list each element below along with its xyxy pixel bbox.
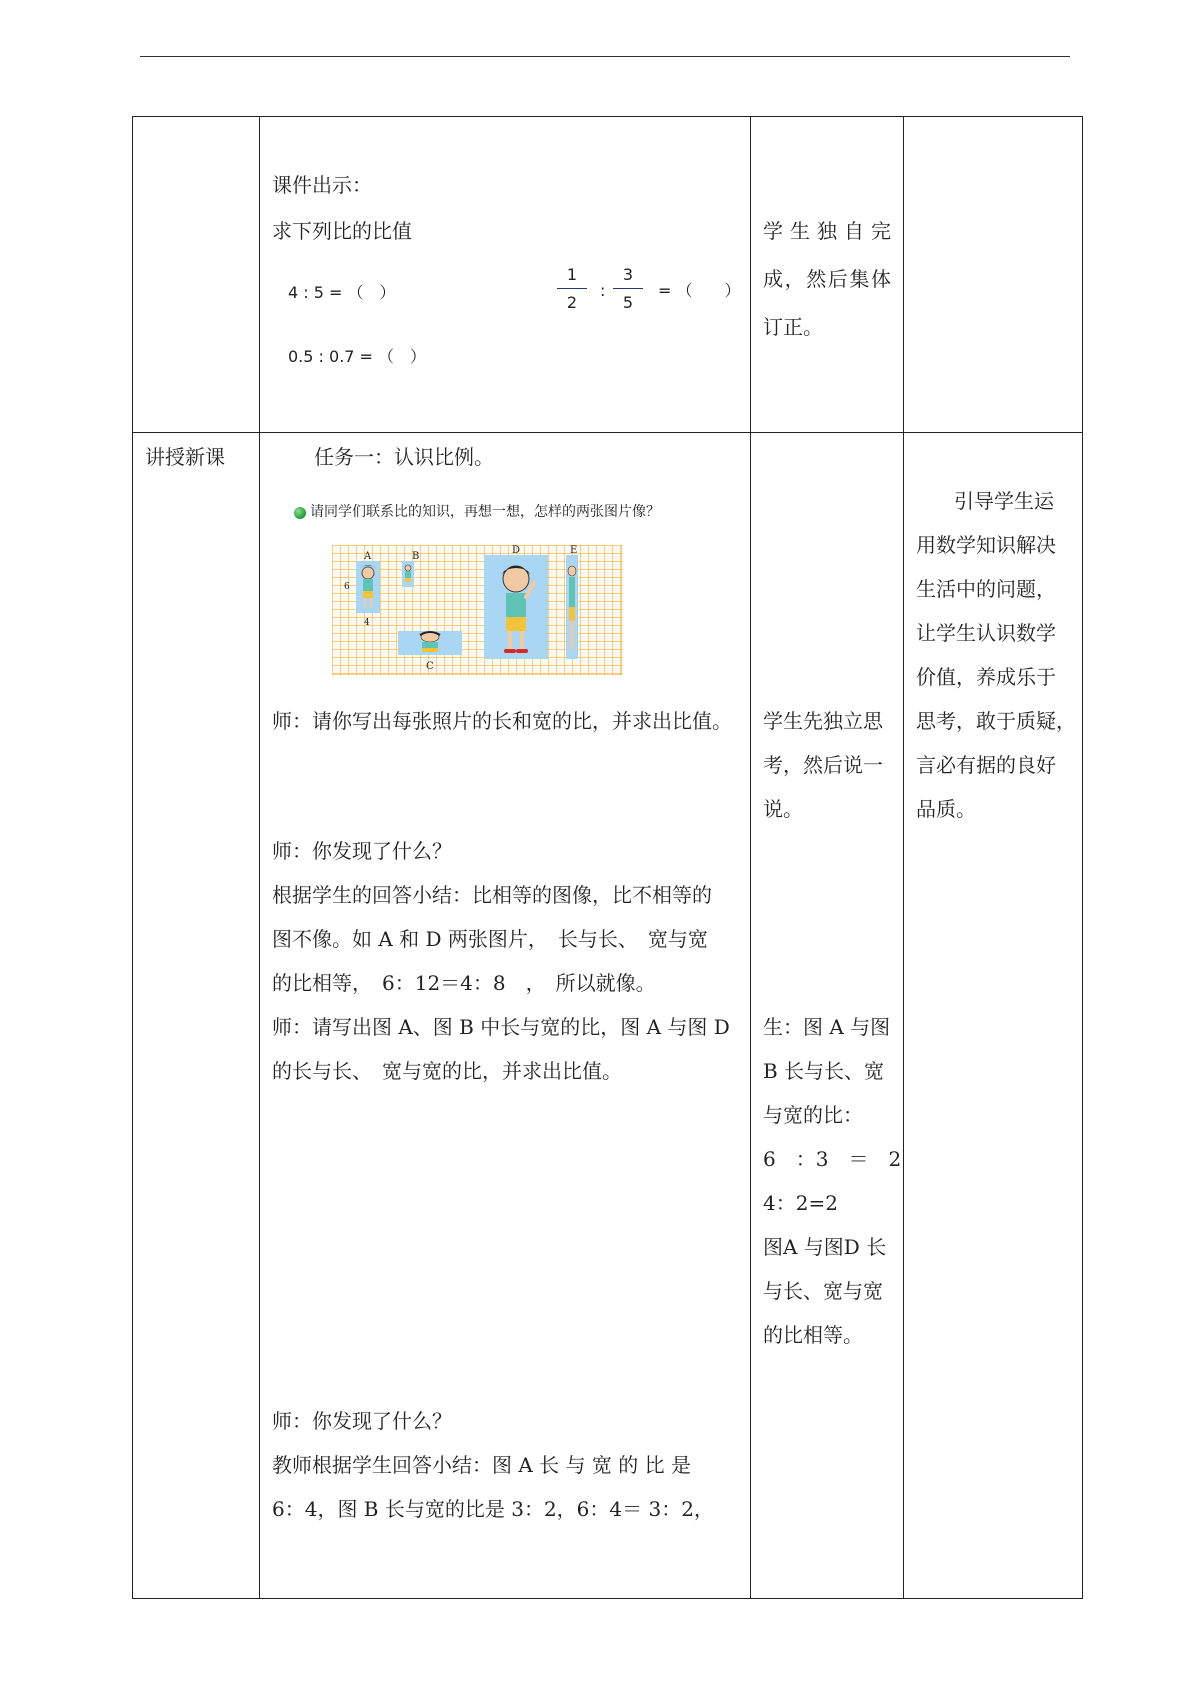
fraction-one-half xyxy=(557,265,587,313)
task-title: 任务一：认识比例。 xyxy=(314,445,494,469)
child-head-icon xyxy=(362,567,374,579)
child-shorts-icon xyxy=(422,648,438,652)
design-intent-line: 言必有据的良好 xyxy=(916,753,1056,777)
stage-cell xyxy=(133,117,260,433)
student-answer-line: 生：图 A 与图 xyxy=(763,1015,891,1039)
fraction-bar xyxy=(613,288,643,289)
teacher-question-discovery: 师：你发现了什么？ xyxy=(272,839,452,863)
ratio-question-2-tail: = （ ） xyxy=(658,281,741,300)
teacher-question-line: 师：请写出图 A、图 B 中长与宽的比，图 A 与图 D xyxy=(272,1015,730,1039)
stage-label: 讲授新课 xyxy=(145,445,225,469)
design-intent-line: 思考，敢于质疑， xyxy=(916,709,1076,733)
prompt-bullet-icon xyxy=(294,507,306,519)
table-row xyxy=(133,117,1083,433)
fraction-denominator: 2 xyxy=(566,293,578,312)
student-answer-line: 4：2=2 xyxy=(763,1191,838,1215)
exercise-task: 求下列比的比值 xyxy=(272,219,412,243)
child-shorts-icon xyxy=(569,607,575,621)
summary-line: 教师根据学生回答小结：图 A 长 与 宽 的 比 是 xyxy=(272,1453,691,1477)
label-a: A xyxy=(364,551,372,562)
child-head-icon xyxy=(503,566,529,592)
label-e: E xyxy=(570,545,578,556)
fraction-numerator: 1 xyxy=(566,265,578,284)
student-answer-line: 6 ：3 ＝ 2 xyxy=(763,1147,902,1171)
fraction-bar xyxy=(557,288,587,289)
design-intent-line: 引导学生运 xyxy=(954,489,1054,513)
summary-line: 6：4，图 B 长与宽的比是 3：2，6：4＝ 3：2， xyxy=(272,1497,714,1521)
table-row xyxy=(133,433,1083,1599)
design-intent-line: 用数学知识解决 xyxy=(916,533,1056,557)
child-head-icon xyxy=(568,566,576,576)
student-activity-line: 考，然后说一 xyxy=(763,753,883,777)
child-head-icon xyxy=(405,565,411,571)
student-answer-line: B 长与长、宽 xyxy=(763,1059,885,1083)
child-shirt-icon xyxy=(569,577,575,607)
content-cell xyxy=(260,433,751,1599)
design-intent-line: 生活中的问题， xyxy=(916,577,1056,601)
lesson-plan-table xyxy=(132,116,1083,1599)
teacher-question-discovery: 师：你发现了什么？ xyxy=(272,1409,452,1433)
content-cell xyxy=(260,117,751,433)
fraction-numerator: 3 xyxy=(622,265,634,284)
student-activity-line: 学 生 独 自 完 xyxy=(763,219,891,243)
fraction-denominator: 5 xyxy=(622,293,634,312)
child-shirt-icon xyxy=(363,579,373,591)
student-activity-line: 订正。 xyxy=(763,315,823,339)
child-shirt-icon xyxy=(422,642,438,648)
summary-line: 根据学生的回答小结：比相等的图像，比不相等的 xyxy=(272,883,712,907)
dimension-label-four: 4 xyxy=(364,618,370,628)
design-intent-line: 价值，养成乐于 xyxy=(916,665,1056,689)
prompt-text: 请同学们联系比的知识，再想一想，怎样的两张图片像？ xyxy=(310,504,660,520)
child-shirt-icon xyxy=(405,571,411,578)
label-c: C xyxy=(426,661,434,672)
child-shorts-icon xyxy=(506,617,526,631)
student-activity-line: 说。 xyxy=(763,797,803,821)
teacher-question-line: 的长与长、 宽与宽的比，并求出比值。 xyxy=(272,1059,622,1083)
student-answer-line: 图A 与图D 长 xyxy=(763,1235,887,1259)
design-intent-line: 让学生认识数学 xyxy=(916,621,1056,645)
ratio-question-1: 4 : 5 = （ ） xyxy=(288,283,396,302)
stage-cell xyxy=(133,433,260,1599)
student-answer-line: 与宽的比： xyxy=(763,1103,863,1127)
courseware-heading: 课件出示： xyxy=(272,173,372,197)
child-shorts-icon xyxy=(363,591,373,598)
child-shorts-icon xyxy=(405,578,411,582)
student-answer-line: 的比相等。 xyxy=(763,1323,863,1347)
photo-grid-figure xyxy=(332,545,622,675)
design-intent-cell xyxy=(904,117,1083,433)
summary-line: 的比相等， 6：12＝4：8 ， 所以就像。 xyxy=(272,971,656,995)
student-answer-line: 与长、宽与宽 xyxy=(763,1279,883,1303)
header-rule xyxy=(140,56,1070,57)
label-d: D xyxy=(512,545,521,556)
ratio-question-3: 0.5 : 0.7 = （ ） xyxy=(288,347,427,366)
student-activity-cell xyxy=(751,433,904,1599)
dimension-label-six: 6 xyxy=(344,582,350,592)
design-intent-line: 品质。 xyxy=(916,797,976,821)
fraction-three-fifths xyxy=(613,265,643,313)
student-activity-line: 成，然后集体 xyxy=(763,267,891,291)
student-activity-cell xyxy=(751,117,904,433)
summary-line: 图不像。如 A 和 D 两张图片， 长与长、 宽与宽 xyxy=(272,927,708,951)
child-shirt-icon xyxy=(506,593,526,617)
label-b: B xyxy=(412,551,420,562)
ratio-separator: : xyxy=(600,281,606,300)
teacher-question-ratio: 师：请你写出每张照片的长和宽的比，并求出比值。 xyxy=(272,709,732,733)
student-activity-line: 学生先独立思 xyxy=(763,709,883,733)
design-intent-cell xyxy=(904,433,1083,1599)
